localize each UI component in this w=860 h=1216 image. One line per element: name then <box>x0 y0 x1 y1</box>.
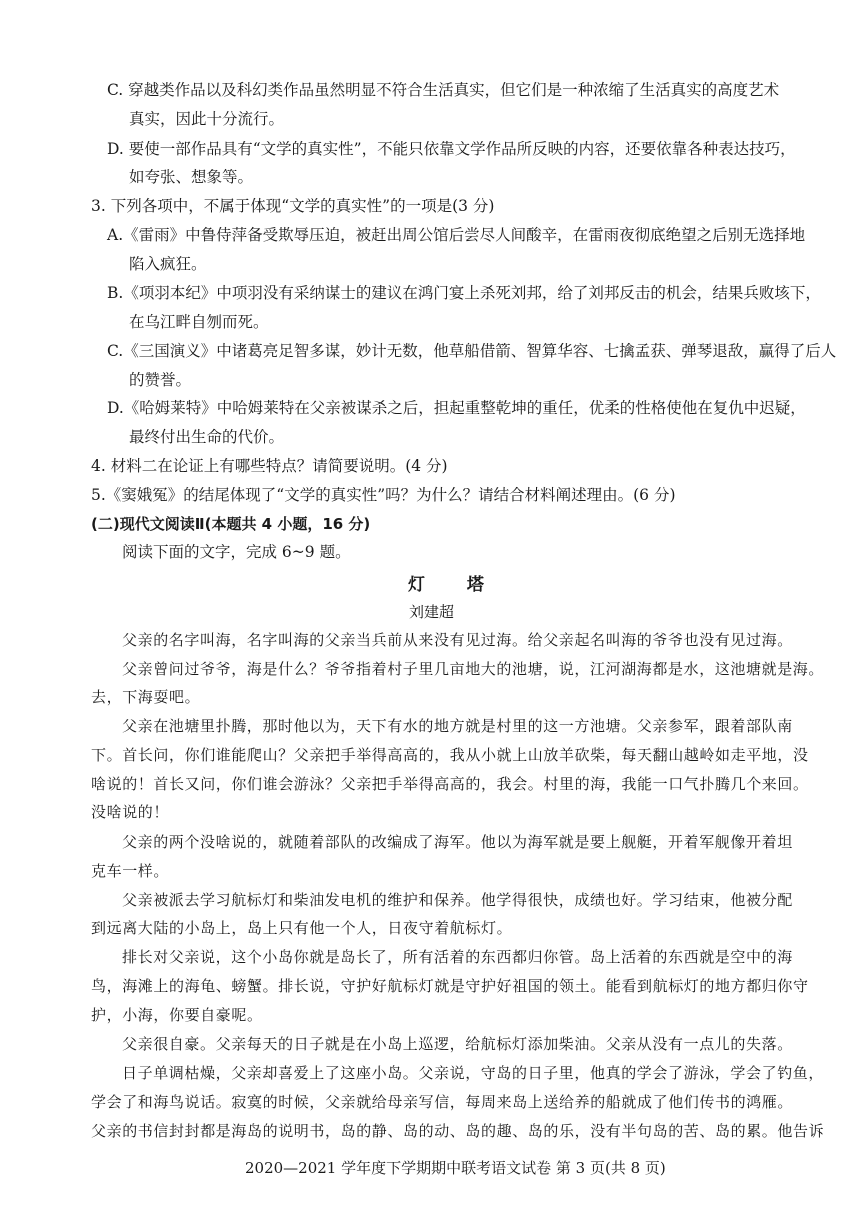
story-line: 护，小海，你要自豪呢。 <box>91 1006 263 1024</box>
q2-option-d-line1: D. 要使一部作品具有“文学的真实性”，不能只依靠文学作品所反映的内容，还要依靠各种表达技巧， <box>107 140 796 158</box>
q3-option-b-line1: B.《项羽本纪》中项羽没有采纳谋士的建议在鸿门宴上杀死刘邦，给了刘邦反击的机会，结果兵败垓下， <box>107 284 821 302</box>
story-line: 日子单调枯燥，父亲却喜爱上了这座小岛。父亲说，守岛的日子里，他真的学会了游泳，学会了钓鱼， <box>122 1064 825 1082</box>
story-line: 父亲的两个没啥说的，就随着部队的改编成了海军。他以为海军就是要上舰艇，开着军舰像开着坦 <box>122 833 793 851</box>
story-title: 灯 塔 <box>408 575 502 595</box>
section-heading: (二)现代文阅读Ⅱ(本题共 4 小题，16 分) <box>91 515 371 533</box>
q3-stem: 3. 下列各项中，不属于体现“文学的真实性”的一项是(3 分) <box>91 197 495 215</box>
q3-option-d-line2: 最终付出生命的代价。 <box>129 428 285 446</box>
story-line: 父亲的书信封封都是海岛的说明书，岛的静、岛的动、岛的趣、岛的乐，没有半句岛的苦、岛的累。他告诉 <box>91 1122 825 1140</box>
story-line: 父亲被派去学习航标灯和柴油发电机的维护和保养。他学得很快，成绩也好。学习结束，他被分配 <box>122 891 793 909</box>
story-line: 克车一样。 <box>91 862 170 880</box>
story-line: 排长对父亲说，这个小岛你就是岛长了，所有活着的东西都归你管。岛上活着的东西就是空中的海 <box>122 948 793 966</box>
q2-option-d-line2: 如夸张、想象等。 <box>129 168 254 186</box>
q3-option-a-line1: A.《雷雨》中鲁侍萍备受欺辱压迫，被赶出周公馆后尝尽人间酸辛，在雷雨夜彻底绝望之后别无选择地 <box>107 226 806 244</box>
story-line: 没啥说的！ <box>91 803 170 821</box>
story-line: 父亲曾问过爷爷，海是什么？爷爷指着村子里几亩地大的池塘，说，江河湖海都是水，这池塘就是海。 <box>122 660 825 678</box>
q4-stem: 4. 材料二在论证上有哪些特点？请简要说明。(4 分) <box>91 457 448 475</box>
story-line: 到远离大陆的小岛上，岛上只有他一个人，日夜守着航标灯。 <box>91 919 513 937</box>
q3-option-c-line1: C.《三国演义》中诸葛亮足智多谋，妙计无数，他草船借箭、智算华容、七擒孟获、弹琴退敌，赢得了后人 <box>107 342 837 360</box>
story-line: 去，下海耍吧。 <box>91 688 201 706</box>
section-instruction: 阅读下面的文字，完成 6~9 题。 <box>122 543 351 561</box>
story-line: 啥说的！首长又问，你们谁会游泳？父亲把手举得高高的，我会。村里的海，我能一口气扑腾几个来回。 <box>91 775 809 793</box>
q3-option-d-line1: D.《哈姆莱特》中哈姆莱特在父亲被谋杀之后，担起重整乾坤的重任，优柔的性格使他在复仇中迟疑， <box>107 399 806 417</box>
page-footer: 2020—2021 学年度下学期期中联考语文试卷 第 3 页(共 8 页) <box>245 1159 666 1177</box>
story-line: 父亲很自豪。父亲每天的日子就是在小岛上巡逻，给航标灯添加柴油。父亲从没有一点儿的失落。 <box>122 1035 793 1053</box>
story-line: 父亲的名字叫海，名字叫海的父亲当兵前从来没有见过海。给父亲起名叫海的爷爷也没有见过海。 <box>122 631 793 649</box>
story-line: 学会了和海鸟说话。寂寞的时候，父亲就给母亲写信，每周来岛上送给养的船就成了他们传书的鸿雁。 <box>91 1093 794 1111</box>
q2-option-c-line2: 真实，因此十分流行。 <box>129 110 285 128</box>
q3-option-b-line2: 在乌江畔自刎而死。 <box>129 313 269 331</box>
q5-stem: 5.《窦娥冤》的结尾体现了“文学的真实性”吗？为什么？请结合材料阐述理由。(6 分) <box>91 486 676 504</box>
q2-option-c-line1: C. 穿越类作品以及科幻类作品虽然明显不符合生活真实，但它们是一种浓缩了生活真实的高度艺术 <box>107 81 780 99</box>
q3-option-a-line2: 陷入疯狂。 <box>129 255 207 273</box>
story-line: 父亲在池塘里扑腾，那时他以为，天下有水的地方就是村里的这一方池塘。父亲参军，跟着部队南 <box>122 717 793 735</box>
story-line: 下。首长问，你们谁能爬山？父亲把手举得高高的，我从小就上山放羊砍柴，每天翻山越岭如走平地，没 <box>91 746 809 764</box>
story-line: 鸟，海滩上的海龟、螃蟹。排长说，守护好航标灯就是守护好祖国的领土。能看到航标灯的地方都归你守 <box>91 977 809 995</box>
story-author: 刘建超 <box>409 603 455 621</box>
q3-option-c-line2: 的赞誉。 <box>129 371 192 389</box>
